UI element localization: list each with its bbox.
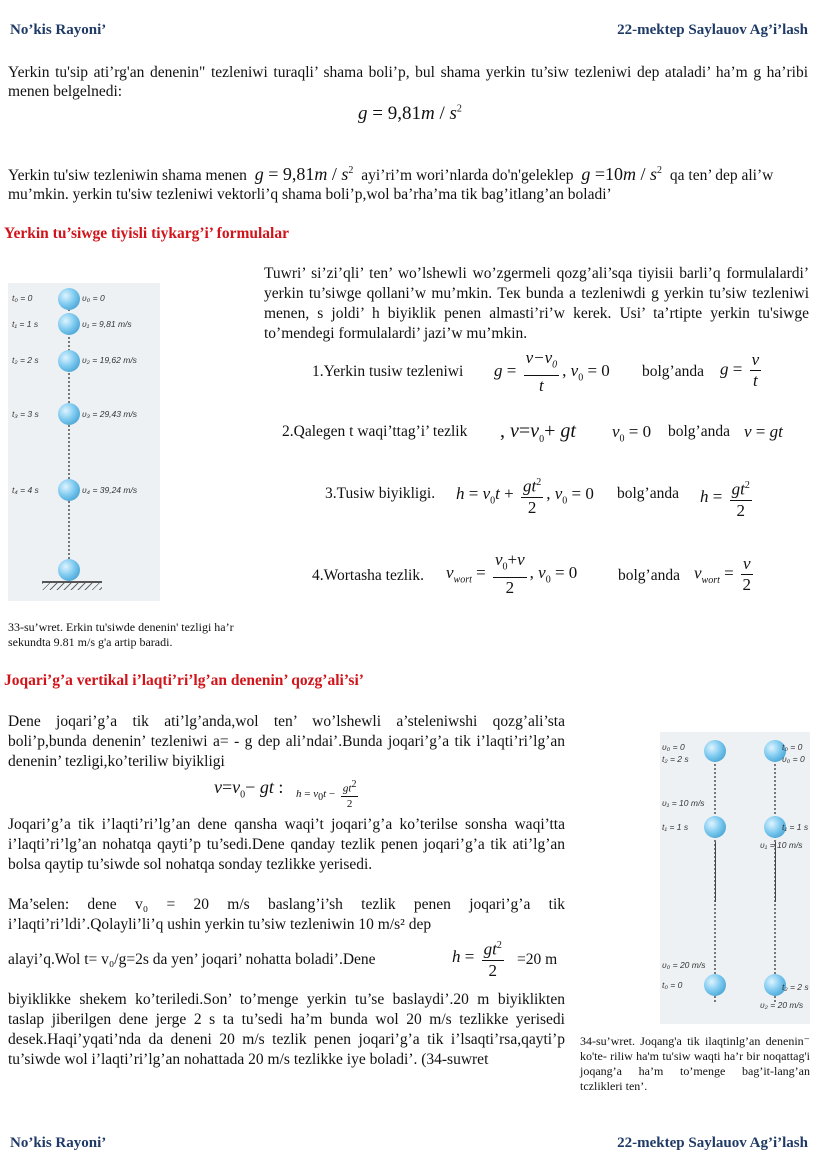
section2-title: Joqari’g’a vertikal i’laqti’ri’lg’an denenin’ qozg’ali’si’ [4,672,364,689]
section2-eq-v: $v=v_0-$ gt : [214,777,284,801]
section2-p5: biyiklikke shekem ko’teriledi.Son’ to’menge yerkin tu’se baslaydi’.20 m biyiklikten taslap jiberilgen dene jerge 2 s ta tu’sedi ha’m bunda wol 20 m/s tezlikke yerisedi desek.Haqi’yqati’nda da deneni 20 m/s tezlik penen joqari’g’a tik i’lsaqti’rsa,qayti’p tu’siwde wol i’laqti’ri’lg’an nohattada 20 m/s tezlikke iye boladi’. (34-suwret [8,991,565,1068]
section2-p4: alayi’q.Wol t= v₀/g=2s da yen’ joqari’ nohatta boladi’.Dene [8,951,376,968]
intro-paragraph-2: Yerkin tu'siw tezleniwin shama menen $g = 9,81m / s^2$ ayi’ri’m wori’nlarda do'n'geleklep $g =10m / s^2$ qa ten’ dep ali’w mu’mkin. yerkin tu'siw tezleniwi vektorli’q shama boli’p,wol ba’rha’ma tik bag’itlang’an boladi’ [8,164,774,203]
fig34-left-2: υ₁ = 10 m/s [662,798,705,808]
fig33-v3: υ₃ = 29,43 m/s [82,409,138,419]
formula4-cond: bolg’anda [618,567,680,584]
footer-right: 22-mektep Saylauov Ag’i’lash [617,1135,808,1151]
fig33-t1: t₁ = 1 s [12,319,39,329]
figure-33 [8,283,160,601]
section2-eq-h: $h = v_0t$ − $\frac{gt^2}{2}$ [296,779,357,810]
header-right: 22-mektep Saylauov Ag’i’lash [617,22,808,38]
section2-p2: Joqari’g’a tik i’laqti’ri’lg’an dene qansha waqi’t joqari’g’a ko’terilse sonsha waqi’tta i’laqti’ri’lg’an nohatqa qayti’p tu’sedi.Dene qanday tezlik penen joqari’g’a tik ati’lg’an bolsa qaytip tu’siwde sol nohatqa sonday tezlikke yerisedi. [8,816,565,873]
formula2-cond-eq: $v_0 = 0$ [612,422,652,445]
section2-p4b: =20 m [517,951,558,968]
formula4-eq: $v_{wort}$ = $\frac{v_0+v}{2}$ , $v_0 = 0$ [446,550,578,598]
fig34-ball-top-left [704,740,726,762]
formula2-eq2: v = gt [744,422,783,441]
fig33-v0: υ₀ = 0 [82,293,105,303]
ball-2 [58,313,80,335]
ball-5 [58,479,80,501]
fig34-left-5: t₀ = 0 [662,980,683,990]
fig33-t4: t₄ = 4 s [12,485,39,495]
section2-eq-height: h = $\frac{gt^2}{2}$ [452,936,507,981]
eq-g-value: $g = 9,81m / s^2$ [358,103,462,124]
fig33-v4: υ₄ = 39,24 m/s [82,485,138,495]
ball-4 [58,403,80,425]
fig34-left-1: t₂ = 2 s [662,754,689,764]
section1-text: Tuwri’ si’zi’qli’ ten’ wo’lshewli wo’zgermeli qozg’ali’sqa tiyisii barli’q formulalardi’ yerkin tu’siwge qollani’w mu’mkin. Тек bunda a tezleniwdi g yerkin tu’siw tezleniwi menen, s joldi’ h biyiklik penen almasti’ri’w kerek. Usi’ ta’rtipte yerkin tu'siwge to’mendegi formulalardi’ jazi’w mu’mkin. [264,265,809,342]
figure-34 [660,732,810,1024]
fig34-left-0: υ₀ = 0 [662,742,685,752]
header-left: No’kis Rayoni’ [10,22,107,38]
formula4-eq2: $v_{wort}$ = $\frac{v}{2}$ [694,554,751,594]
fig34-left-3: t₁ = 1 s [662,822,689,832]
fig34-right-4: t₂ = 2 s [782,982,809,992]
formula2-label: 2.Qalegen t waqi’ttag’i’ tezlik [282,423,468,440]
formula1-cond: bolg’anda [642,363,704,380]
ball-1 [58,288,80,310]
formula1-eq: g = $\frac{v-v_0}{t}$ , $v_0 = 0$ [494,348,610,396]
fig34-ball-mid-left [704,816,726,838]
formula4-label: 4.Wortasha tezlik. [312,567,424,584]
formula2-cond: bolg’anda [668,423,730,440]
ball-3 [58,350,80,372]
fig33-t2: t₂ = 2 s [12,355,39,365]
footer-left: No’kis Rayoni’ [10,1135,107,1151]
formula3-label: 3.Tusiw biyikligi. [325,485,436,502]
fig34-right-1: υ₀ = 0 [782,754,805,764]
fig33-v1: υ₁ = 9,81 m/s [82,319,132,329]
fig34-right-0: t₀ = 0 [782,742,803,752]
section2-p3: Ma’selen: dene v₀ = 20 m/s baslang’i’sh tezlik penen joqari’g’a tik i’laqti’ri’ldi’.Qolayli’li’q ushin yerkin tu’siw tezleniwin 10 m/s² dep [8,896,565,933]
section1-title: Yerkin tu’siwge tiyisli tiykarg’i’ formulalar [4,225,289,242]
fig33-t3: t₃ = 3 s [12,409,39,419]
formula3-cond: bolg’anda [617,485,679,502]
formula2-eq: , $v=v_0+$ gt [500,420,576,445]
ball-6 [58,559,80,581]
fig33-t0: t₀ = 0 [12,293,33,303]
fig34-left-4: υ₀ = 20 m/s [662,960,706,970]
intro-paragraph: Yerkin tu'sip ati’rg'an denenin" tezleniwi turaqli’ shama boli’p, bul shama yerkin tu’siw tezleniwi dep ataladi’ ha’m g ha’ribi menen belgelnedi: [8,64,808,100]
formula3-eq: $h = v_0t$ + $\frac{gt^2}{2}$ , $v_0 = 0$ [456,473,594,518]
fig33-v2: υ₂ = 19,62 m/s [82,355,137,365]
formula1-eq2: g = $\frac{v}{t}$ [720,350,760,390]
section2-p1: Dene joqari’g’a tik ati’lg’anda,wol ten’ wo’lshewli a’steleniwshi qozg’ali’sta boli’p,bunda denenin’ tezleniwi a= - g dep ali’ndai’.Bunda joqari’g’a tik i’laqti’ri’lg’an denenin’ tezligi,ko’teriliw biyikligi [8,713,565,770]
formula1-label: 1.Yerkin tusiw tezleniwi [312,363,464,380]
figure-33-caption: 33-su’wret. Erkin tu'siwde denenin' tezligi ha’r sekundta 9.81 m/s g'a artip baradi. [8,620,234,649]
formula3-eq2: h = $\frac{gt^2}{2}$ [700,476,755,521]
fig34-right-2: t₁ = 1 s [782,822,809,832]
fig34-right-5: υ₂ = 20 m/s [760,1000,804,1010]
fig34-ball-bottom-left [704,974,726,996]
fig34-right-3: υ₁ = 10 m/s [760,840,803,850]
figure-34-caption: 34-su’wret. Joqang'a tik ilaqtinlg’an denenin⁻ ko'te- riliw ha'm tu'siw waqti ha’r bir noqattag'i joqang’a ha’m to’menge bag’it-lang’an tczlikleri ten’. [580,1034,810,1093]
